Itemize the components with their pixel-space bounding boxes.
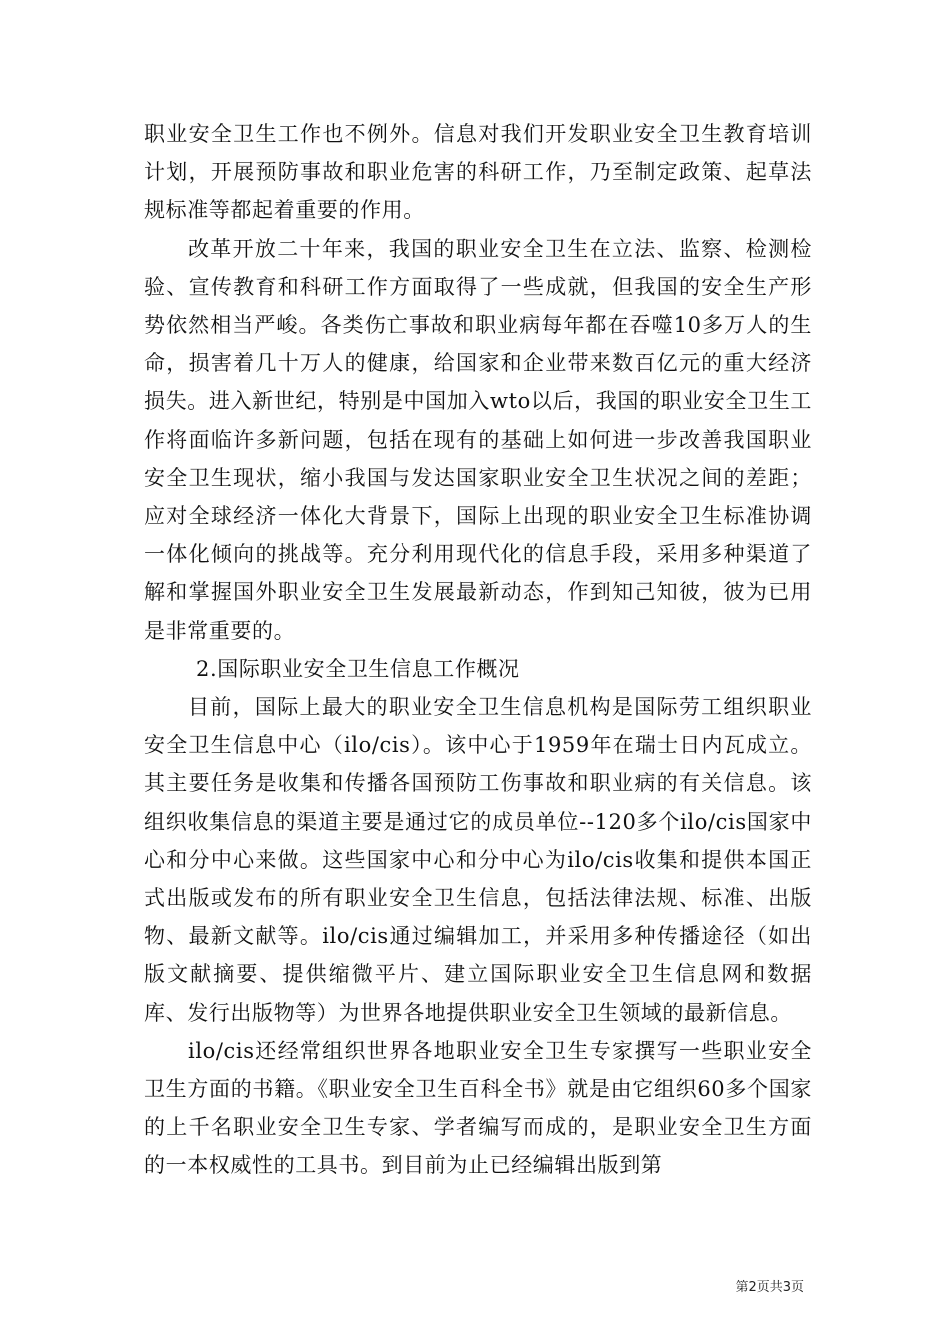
document-body	[144, 115, 812, 1185]
paragraph-reform-background: 改革开放二十年来，我国的职业安全卫生在立法、监察、检测检验、宣传教育和科研工作方面取得了一些成就，但我国的安全生产形势依然相当严峻。各类伤亡事故和职业病每年都在吞噬10多万人的生命，损害着几十万人的健康，给国家和企业带来数百亿元的重大经济损失。进入新世纪，特别是中国加入wto以后，我国的职业安全卫生工作将面临许多新问题，包括在现有的基础上如何进一步改善我国职业安全卫生现状，缩小我国与发达国家职业安全卫生状况之间的差距；应对全球经济一体化大背景下，国际上出现的职业安全卫生标准协调一体化倾向的挑战等。充分利用现代化的信息手段，采用多种渠道了解和掌握国外职业安全卫生发展最新动态，作到知己知彼，彼为已用是非常重要的。	[144, 236, 812, 643]
section-heading: 2.国际职业安全卫生信息工作概况	[196, 656, 520, 681]
paragraph-ilo-cis-overview: 目前，国际上最大的职业安全卫生信息机构是国际劳工组织职业安全卫生信息中心（ilo/cis）。该中心于1959年在瑞士日内瓦成立。其主要任务是收集和传播各国预防工伤事故和职业病的有关信息。该组织收集信息的渠道主要是通过它的成员单位--120多个ilo/cis国家中心和分中心来做。这些国家中心和分中心为ilo/cis收集和提供本国正式出版或发布的所有职业安全卫生信息，包括法律法规、标准、出版物、最新文献等。ilo/cis通过编辑加工，并采用多种传播途径（如出版文献摘要、提供缩微平片、建立国际职业安全卫生信息网和数据库、发行出版物等）为世界各地提供职业安全卫生领域的最新信息。	[144, 695, 812, 1025]
paragraph-continuation: 职业安全卫生工作也不例外。信息对我们开发职业安全卫生教育培训计划，开展预防事故和职业危害的科研工作，乃至制定政策、起草法规标准等都起着重要的作用。	[144, 122, 812, 223]
paragraph-encyclopedia: ilo/cis还经常组织世界各地职业安全卫生专家撰写一些职业安全卫生方面的书籍。《职业安全卫生百科全书》就是由它组织60多个国家的上千名职业安全卫生专家、学者编写而成的，是职业安全卫生方面的一本权威性的工具书。到目前为止已经编辑出版到第	[144, 1038, 812, 1178]
page-number-footer: 第2页共3页	[735, 1280, 804, 1295]
